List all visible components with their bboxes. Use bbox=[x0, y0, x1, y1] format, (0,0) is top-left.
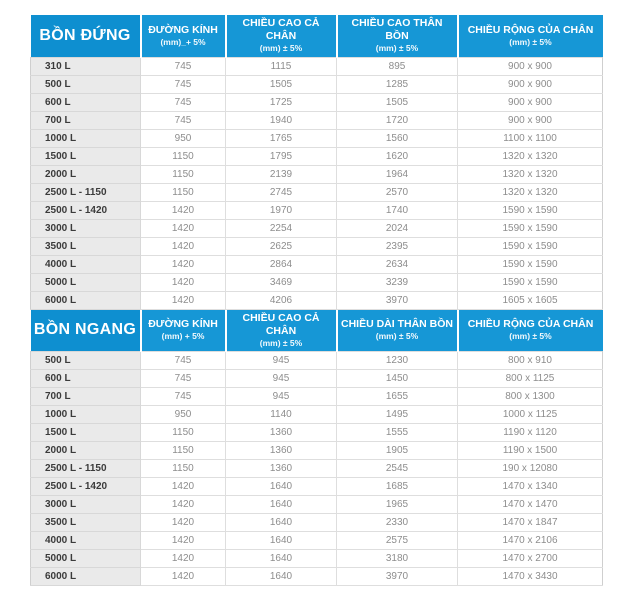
column-label: CHIỀU RỘNG CỦA CHÂN bbox=[467, 23, 594, 36]
cell-value: 1420 bbox=[141, 255, 226, 273]
table-row bbox=[31, 549, 603, 567]
cell-value: 2864 bbox=[226, 255, 337, 273]
column-label: CHIỀU RỘNG CỦA CHÂN bbox=[467, 318, 594, 330]
column-label: CHIỀU CAO CẢ CHÂN bbox=[242, 311, 320, 337]
column-header-height-with-legs bbox=[226, 15, 337, 57]
row-capacity-label: 1000 L bbox=[31, 129, 141, 147]
table-row bbox=[31, 387, 603, 405]
cell-value: 2625 bbox=[226, 237, 337, 255]
cell-value: 1560 bbox=[337, 129, 458, 147]
cell-value: 1360 bbox=[226, 441, 337, 459]
row-capacity-label: 2000 L bbox=[31, 165, 141, 183]
cell-value: 1420 bbox=[141, 273, 226, 291]
cell-value: 1795 bbox=[226, 147, 337, 165]
table-row bbox=[31, 255, 603, 273]
cell-value: 745 bbox=[141, 57, 226, 75]
cell-value: 1420 bbox=[141, 201, 226, 219]
cell-value: 1970 bbox=[226, 201, 337, 219]
cell-value: 3469 bbox=[226, 273, 337, 291]
cell-value: 1420 bbox=[141, 477, 226, 495]
row-capacity-label: 3500 L bbox=[31, 513, 141, 531]
cell-value: 800 x 910 bbox=[458, 351, 603, 369]
cell-value: 945 bbox=[226, 369, 337, 387]
cell-value: 1620 bbox=[337, 147, 458, 165]
cell-value: 1150 bbox=[141, 423, 226, 441]
cell-value: 1420 bbox=[141, 513, 226, 531]
cell-value: 745 bbox=[141, 351, 226, 369]
row-capacity-label: 3000 L bbox=[31, 219, 141, 237]
cell-value: 800 x 1125 bbox=[458, 369, 603, 387]
column-tolerance: (mm) ± 5% bbox=[375, 43, 419, 54]
table-row bbox=[31, 495, 603, 513]
cell-value: 1320 x 1320 bbox=[458, 165, 603, 183]
cell-value: 1740 bbox=[337, 201, 458, 219]
row-capacity-label: 500 L bbox=[31, 351, 141, 369]
cell-value: 1905 bbox=[337, 441, 458, 459]
table-row bbox=[31, 93, 603, 111]
cell-value: 900 x 900 bbox=[458, 75, 603, 93]
cell-value: 1640 bbox=[226, 495, 337, 513]
row-capacity-label: 6000 L bbox=[31, 291, 141, 309]
row-capacity-label: 500 L bbox=[31, 75, 141, 93]
cell-value: 1640 bbox=[226, 531, 337, 549]
column-header-leg-width bbox=[458, 310, 603, 352]
cell-value: 1505 bbox=[226, 75, 337, 93]
cell-value: 1470 x 2106 bbox=[458, 531, 603, 549]
row-capacity-label: 3500 L bbox=[31, 237, 141, 255]
cell-value: 1470 x 1470 bbox=[458, 495, 603, 513]
cell-value: 1590 x 1590 bbox=[458, 255, 603, 273]
table-row bbox=[31, 567, 603, 585]
cell-value: 1150 bbox=[141, 165, 226, 183]
table-row bbox=[31, 291, 603, 309]
cell-value: 1420 bbox=[141, 549, 226, 567]
cell-value: 2330 bbox=[337, 513, 458, 531]
table-row bbox=[31, 423, 603, 441]
cell-value: 1360 bbox=[226, 459, 337, 477]
table-title: BỒN ĐỨNG bbox=[31, 15, 141, 57]
table-row bbox=[31, 75, 603, 93]
table-row bbox=[31, 129, 603, 147]
column-tolerance: (mm) ± 5% bbox=[375, 331, 419, 341]
cell-value: 945 bbox=[226, 351, 337, 369]
cell-value: 1590 x 1590 bbox=[458, 237, 603, 255]
cell-value: 1320 x 1320 bbox=[458, 147, 603, 165]
cell-value: 1964 bbox=[337, 165, 458, 183]
cell-value: 2575 bbox=[337, 531, 458, 549]
table-row bbox=[31, 147, 603, 165]
cell-value: 3970 bbox=[337, 291, 458, 309]
cell-value: 1965 bbox=[337, 495, 458, 513]
column-header-body-height bbox=[337, 15, 458, 57]
cell-value: 3239 bbox=[337, 273, 458, 291]
row-capacity-label: 2500 L - 1150 bbox=[31, 459, 141, 477]
column-tolerance: (mm)_+ 5% bbox=[160, 36, 206, 47]
row-capacity-label: 1000 L bbox=[31, 405, 141, 423]
cell-value: 945 bbox=[226, 387, 337, 405]
cell-value: 1640 bbox=[226, 549, 337, 567]
row-capacity-label: 1500 L bbox=[31, 147, 141, 165]
vertical-tank-table bbox=[30, 15, 602, 310]
table-row bbox=[31, 441, 603, 459]
cell-value: 1100 x 1100 bbox=[458, 129, 603, 147]
cell-value: 2570 bbox=[337, 183, 458, 201]
table-row bbox=[31, 405, 603, 423]
column-tolerance: (mm) ± 5% bbox=[509, 36, 552, 47]
cell-value: 745 bbox=[141, 93, 226, 111]
horizontal-tank-table bbox=[30, 310, 602, 586]
cell-value: 745 bbox=[141, 111, 226, 129]
cell-value: 1940 bbox=[226, 111, 337, 129]
cell-value: 745 bbox=[141, 387, 226, 405]
row-capacity-label: 2500 L - 1420 bbox=[31, 477, 141, 495]
cell-value: 950 bbox=[141, 129, 226, 147]
cell-value: 2395 bbox=[337, 237, 458, 255]
row-capacity-label: 1500 L bbox=[31, 423, 141, 441]
table-row bbox=[31, 459, 603, 477]
cell-value: 1590 x 1590 bbox=[458, 201, 603, 219]
cell-value: 900 x 900 bbox=[458, 57, 603, 75]
table-row bbox=[31, 531, 603, 549]
row-capacity-label: 310 L bbox=[31, 57, 141, 75]
row-capacity-label: 700 L bbox=[31, 387, 141, 405]
cell-value: 1420 bbox=[141, 567, 226, 585]
cell-value: 1725 bbox=[226, 93, 337, 111]
table-row bbox=[31, 201, 603, 219]
cell-value: 2745 bbox=[226, 183, 337, 201]
cell-value: 1640 bbox=[226, 477, 337, 495]
row-capacity-label: 2500 L - 1150 bbox=[31, 183, 141, 201]
column-label: CHIỀU DÀI THÂN BỒN bbox=[341, 318, 453, 330]
cell-value: 950 bbox=[141, 405, 226, 423]
cell-value: 1420 bbox=[141, 291, 226, 309]
cell-value: 1285 bbox=[337, 75, 458, 93]
cell-value: 2139 bbox=[226, 165, 337, 183]
table-row bbox=[31, 183, 603, 201]
cell-value: 1150 bbox=[141, 441, 226, 459]
cell-value: 1140 bbox=[226, 405, 337, 423]
cell-value: 1115 bbox=[226, 57, 337, 75]
spec-table bbox=[30, 15, 603, 310]
cell-value: 1555 bbox=[337, 423, 458, 441]
cell-value: 1150 bbox=[141, 147, 226, 165]
cell-value: 2545 bbox=[337, 459, 458, 477]
cell-value: 1685 bbox=[337, 477, 458, 495]
cell-value: 1640 bbox=[226, 513, 337, 531]
row-capacity-label: 600 L bbox=[31, 93, 141, 111]
tank-spec-sheet bbox=[30, 15, 602, 586]
table-row bbox=[31, 351, 603, 369]
cell-value: 1720 bbox=[337, 111, 458, 129]
cell-value: 800 x 1300 bbox=[458, 387, 603, 405]
table-row bbox=[31, 369, 603, 387]
row-capacity-label: 5000 L bbox=[31, 273, 141, 291]
table-row bbox=[31, 237, 603, 255]
column-label: CHIỀU CAO THÂN BỒN bbox=[351, 17, 443, 43]
cell-value: 1000 x 1125 bbox=[458, 405, 603, 423]
column-label: CHIỀU CAO CẢ CHÂN bbox=[242, 17, 320, 43]
column-header-leg-width bbox=[458, 15, 603, 57]
column-label: ĐƯỜNG KÍNH bbox=[148, 318, 218, 330]
cell-value: 1150 bbox=[141, 459, 226, 477]
cell-value: 4206 bbox=[226, 291, 337, 309]
column-header-diameter bbox=[141, 310, 226, 352]
cell-value: 2024 bbox=[337, 219, 458, 237]
cell-value: 1420 bbox=[141, 531, 226, 549]
cell-value: 1450 bbox=[337, 369, 458, 387]
cell-value: 900 x 900 bbox=[458, 93, 603, 111]
cell-value: 1360 bbox=[226, 423, 337, 441]
column-tolerance: (mm) ± 5% bbox=[509, 331, 552, 341]
cell-value: 1420 bbox=[141, 495, 226, 513]
cell-value: 1320 x 1320 bbox=[458, 183, 603, 201]
column-header-diameter bbox=[141, 15, 226, 57]
row-capacity-label: 3000 L bbox=[31, 495, 141, 513]
table-row bbox=[31, 111, 603, 129]
cell-value: 1470 x 3430 bbox=[458, 567, 603, 585]
cell-value: 190 x 12080 bbox=[458, 459, 603, 477]
table-title: BỒN NGANG bbox=[31, 310, 141, 352]
cell-value: 1590 x 1590 bbox=[458, 219, 603, 237]
row-capacity-label: 600 L bbox=[31, 369, 141, 387]
row-capacity-label: 700 L bbox=[31, 111, 141, 129]
cell-value: 1190 x 1120 bbox=[458, 423, 603, 441]
row-capacity-label: 4000 L bbox=[31, 531, 141, 549]
row-capacity-label: 6000 L bbox=[31, 567, 141, 585]
cell-value: 745 bbox=[141, 75, 226, 93]
table-row bbox=[31, 57, 603, 75]
cell-value: 1765 bbox=[226, 129, 337, 147]
column-label: ĐƯỜNG KÍNH bbox=[148, 23, 218, 36]
table-row bbox=[31, 477, 603, 495]
cell-value: 1640 bbox=[226, 567, 337, 585]
header-row bbox=[31, 15, 603, 57]
cell-value: 1420 bbox=[141, 237, 226, 255]
cell-value: 900 x 900 bbox=[458, 111, 603, 129]
cell-value: 1150 bbox=[141, 183, 226, 201]
row-capacity-label: 2000 L bbox=[31, 441, 141, 459]
cell-value: 3180 bbox=[337, 549, 458, 567]
row-capacity-label: 2500 L - 1420 bbox=[31, 201, 141, 219]
table-row bbox=[31, 513, 603, 531]
cell-value: 1495 bbox=[337, 405, 458, 423]
cell-value: 1190 x 1500 bbox=[458, 441, 603, 459]
cell-value: 1420 bbox=[141, 219, 226, 237]
cell-value: 1470 x 1847 bbox=[458, 513, 603, 531]
table-row bbox=[31, 219, 603, 237]
column-tolerance: (mm) ± 5% bbox=[259, 337, 303, 348]
header-row bbox=[31, 310, 603, 352]
table-row bbox=[31, 273, 603, 291]
cell-value: 1655 bbox=[337, 387, 458, 405]
column-header-body-length bbox=[337, 310, 458, 352]
column-tolerance: (mm) ± 5% bbox=[259, 43, 303, 54]
cell-value: 1505 bbox=[337, 93, 458, 111]
spec-table bbox=[30, 310, 603, 586]
cell-value: 745 bbox=[141, 369, 226, 387]
row-capacity-label: 4000 L bbox=[31, 255, 141, 273]
cell-value: 2634 bbox=[337, 255, 458, 273]
cell-value: 1470 x 1340 bbox=[458, 477, 603, 495]
table-row bbox=[31, 165, 603, 183]
cell-value: 1590 x 1590 bbox=[458, 273, 603, 291]
cell-value: 1470 x 2700 bbox=[458, 549, 603, 567]
column-tolerance: (mm) + 5% bbox=[161, 331, 205, 341]
cell-value: 2254 bbox=[226, 219, 337, 237]
cell-value: 3970 bbox=[337, 567, 458, 585]
cell-value: 1605 x 1605 bbox=[458, 291, 603, 309]
cell-value: 1230 bbox=[337, 351, 458, 369]
row-capacity-label: 5000 L bbox=[31, 549, 141, 567]
column-header-height-with-legs bbox=[226, 310, 337, 352]
cell-value: 895 bbox=[337, 57, 458, 75]
